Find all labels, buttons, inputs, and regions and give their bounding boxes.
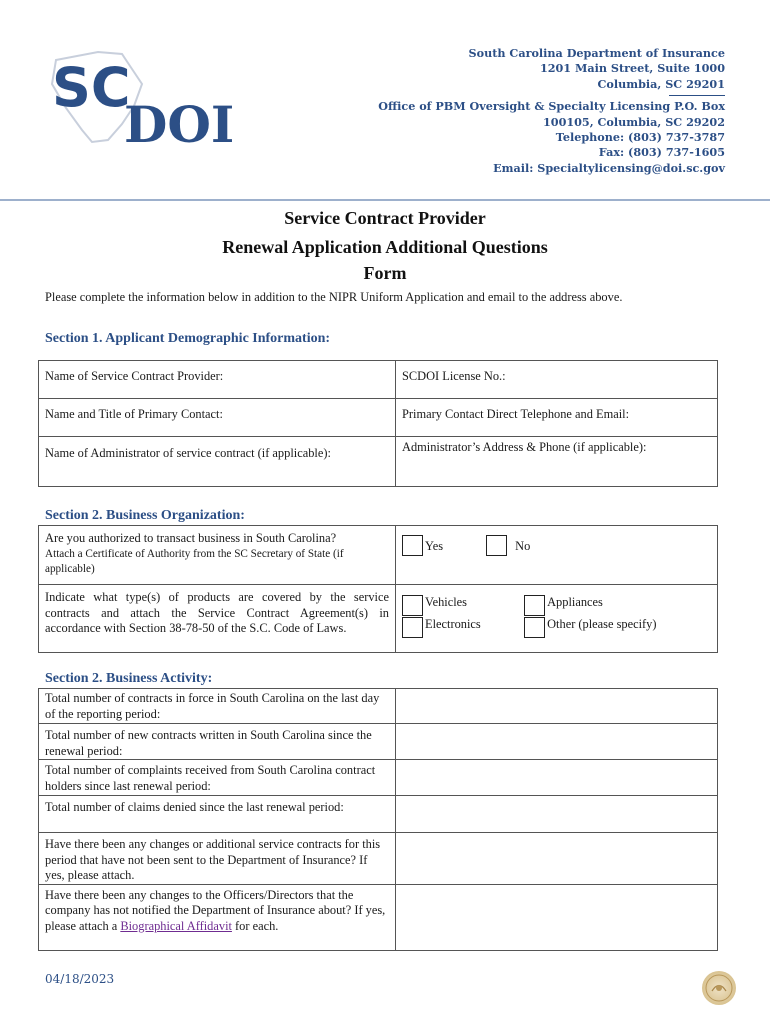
activity-question: Total number of claims denied since the last renewal period: [39,796,396,833]
form-title-line2: Renewal Application Additional Questions [222,237,548,257]
biographical-affidavit-link[interactable]: Biographical Affidavit [120,918,232,933]
section2-heading: Section 2. Business Organization: [45,508,245,523]
activity-question: Total number of new contracts written in South Carolina since the renewal period: [39,724,396,760]
agency-address [378,46,725,176]
scdoi-logo [38,44,268,154]
activity-answer-field[interactable] [396,796,718,833]
activity-question [39,884,396,950]
appliances-checkbox[interactable] [524,595,545,616]
activity-question: Total number of complaints received from South Carolina contract holders since last renewal period: [39,760,396,796]
svg-text:SC: SC [52,56,131,119]
svg-text:DOI: DOI [124,95,235,154]
demographic-table [38,360,718,487]
appliances-label: Appliances [547,595,603,609]
header-divider [0,199,770,201]
administrator-name-field[interactable]: Name of Administrator of service contract (if applicable): [39,437,396,487]
address-line: 1201 Main Street, Suite 1000 [539,61,725,76]
business-organization-table [38,525,718,653]
state-seal-icon [702,971,736,1005]
contact-phone-email-field[interactable]: Primary Contact Direct Telephone and Email: [396,399,718,437]
authorized-question-text: Are you authorized to transact business in South Carolina? [45,531,337,545]
office-email[interactable]: Email: Specialtylicensing@doi.sc.gov [493,160,725,175]
vehicles-checkbox[interactable] [402,595,423,616]
address-divider [669,95,725,96]
activity-question: Have there been any changes or additional service contracts for this period that have not been sent to the Department of Insurance? If yes, please attach. [39,833,396,885]
business-activity-table [38,688,718,951]
yes-label: Yes [425,539,444,553]
office-fax: Fax: (803) 737-1605 [598,145,725,160]
section3-heading: Section 2. Business Activity: [45,671,213,686]
address-line: South Carolina Department of Insurance [468,46,725,60]
officers-question-suffix: for each. [231,918,279,933]
activity-answer-field[interactable] [396,833,718,885]
office-line: 100105, Columbia, SC 29202 [543,114,725,129]
yes-checkbox[interactable] [402,535,423,556]
administrator-address-field[interactable]: Administrator’s Address & Phone (if applicable): [396,437,718,487]
authorized-answer [396,526,718,585]
activity-answer-field[interactable] [396,689,718,724]
officers-question-text: Have there been any changes to the Officers/Directors that the company has not notified the Department of Insurance about? If yes, please attach a [45,887,386,933]
intro-text: Please complete the information below in addition to the NIPR Uniform Application and email to the address above. [45,290,623,304]
primary-contact-field[interactable]: Name and Title of Primary Contact: [39,399,396,437]
authorized-question [39,526,396,585]
activity-answer-field[interactable] [396,884,718,950]
form-title-line1: Service Contract Provider [284,208,486,228]
other-label: Other (please specify) [547,617,657,631]
provider-name-field[interactable]: Name of Service Contract Provider: [39,361,396,399]
address-line: Columbia, SC 29201 [597,76,725,91]
product-types-question: Indicate what type(s) of products are covered by the service contracts and attach the Service Contract Agreement(s) in accordance with Section 38-78-50 of the S.C. Code of Laws. [39,585,396,653]
activity-answer-field[interactable] [396,724,718,760]
license-number-field[interactable]: SCDOI License No.: [396,361,718,399]
activity-question: Total number of contracts in force in South Carolina on the last day of the reporting period: [39,689,396,724]
form-title-line3: Form [363,263,407,283]
office-line: Office of PBM Oversight & Specialty Licensing P.O. Box [378,99,725,114]
other-checkbox[interactable] [524,617,545,638]
electronics-label: Electronics [425,617,481,631]
section1-heading: Section 1. Applicant Demographic Information: [45,331,331,346]
authorized-question-note: Attach a Certificate of Authority from the SC Secretary of State (if applicable) [45,547,344,575]
product-types-answer [396,585,718,653]
electronics-checkbox[interactable] [402,617,423,638]
no-checkbox[interactable] [486,535,507,556]
no-label: No [515,539,531,553]
revision-date: 04/18/2023 [45,972,115,986]
office-telephone: Telephone: (803) 737-3787 [555,130,725,145]
activity-answer-field[interactable] [396,760,718,796]
vehicles-label: Vehicles [425,595,467,609]
